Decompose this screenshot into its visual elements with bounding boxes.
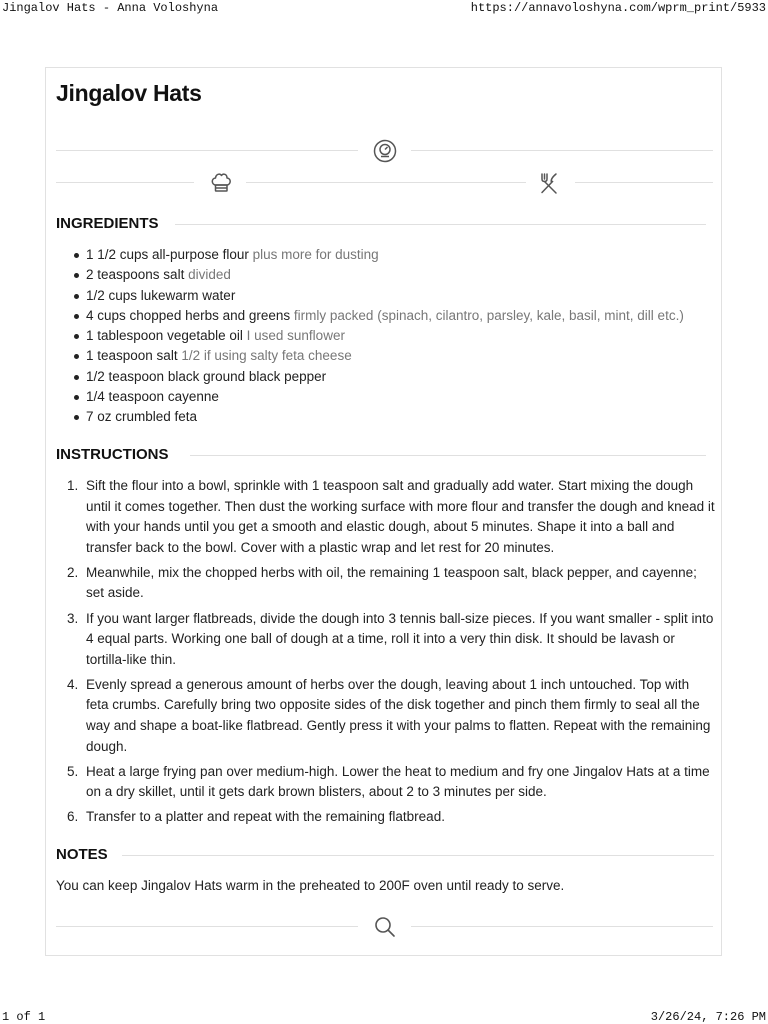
divider-line bbox=[56, 182, 194, 183]
instruction-step: Heat a large frying pan over medium-high. Lower the heat to medium and fry one Jingalov Hats at a time on a dry skillet, until it gets dark brown blisters, about 2 to 3 minutes per side. bbox=[86, 763, 710, 800]
ingredient-item: 1/4 teaspoon cayenne bbox=[74, 387, 714, 407]
instructions-heading: INSTRUCTIONS bbox=[56, 445, 181, 465]
ingredients-list bbox=[74, 245, 714, 428]
instructions-header bbox=[56, 445, 714, 465]
divider-line bbox=[411, 926, 713, 927]
divider-line bbox=[56, 926, 358, 927]
ingredient-item: 1/2 teaspoon black ground black pepper bbox=[74, 367, 714, 387]
meta-divider-course-cuisine bbox=[56, 169, 713, 197]
divider-line bbox=[575, 182, 713, 183]
ingredient-item: 7 oz crumbled feta bbox=[74, 407, 714, 427]
section-rule bbox=[175, 224, 706, 225]
ingredients-header bbox=[56, 214, 714, 234]
ingredient-item: 1 1/2 cups all-purpose flour plus more for dusting bbox=[74, 245, 714, 265]
meta-divider-keywords bbox=[56, 913, 713, 941]
chef-hat-icon bbox=[207, 169, 235, 197]
divider-line bbox=[246, 182, 526, 183]
timer-icon bbox=[371, 137, 399, 165]
instruction-step: Sift the flour into a bowl, sprinkle with 1 teaspoon salt and gradually add water. Start mixing the dough until it comes together. Then dust the working surface with more flour and transfer the dough and knead it with your hands until you get a smooth and elastic dough, about 5 minutes. Shape it into a ball and transfer back to the bowl. Cover with a plastic wrap and let rest for 20 minutes. bbox=[86, 478, 715, 555]
print-page-url[interactable]: https://annavoloshyna.com/wprm_print/5933 bbox=[470, 1, 766, 15]
print-datetime: 3/26/24, 7:26 PM bbox=[650, 1010, 766, 1024]
instruction-step: Evenly spread a generous amount of herbs over the dough, leaving about 1 inch untouched. Top with feta crumbs. Carefully bring two opposite sides of the disk together and pinch them firmly to seal all the way and shape a boat-like flatbread. Gently press it with your palms to flatten. Repeat with the remaining dough. bbox=[86, 676, 711, 754]
print-header bbox=[0, 0, 768, 16]
notes-header bbox=[56, 845, 714, 865]
page-count: 1 of 1 bbox=[2, 1010, 46, 1024]
ingredient-item: 2 teaspoons salt divided bbox=[74, 265, 714, 285]
section-rule bbox=[190, 455, 706, 456]
notes-text: You can keep Jingalov Hats warm in the preheated to 200F oven until ready to serve. bbox=[56, 878, 565, 893]
instructions-list bbox=[67, 476, 715, 833]
utensils-icon bbox=[535, 169, 563, 197]
ingredients-heading: INGREDIENTS bbox=[56, 214, 171, 234]
ingredient-item: 1 tablespoon vegetable oil I used sunflower bbox=[74, 326, 714, 346]
instruction-step: Meanwhile, mix the chopped herbs with oil, the remaining 1 teaspoon salt, black pepper, and cayenne; set aside. bbox=[86, 564, 697, 601]
divider-line bbox=[411, 150, 713, 151]
divider-line bbox=[56, 150, 358, 151]
ingredient-item: 1/2 cups lukewarm water bbox=[74, 286, 714, 306]
meta-divider-time bbox=[56, 137, 713, 165]
search-icon bbox=[371, 913, 399, 941]
notes-heading: NOTES bbox=[56, 845, 120, 865]
recipe-card bbox=[45, 67, 722, 956]
print-footer bbox=[0, 1009, 768, 1024]
instruction-step: Transfer to a platter and repeat with the remaining flatbread. bbox=[86, 809, 445, 825]
ingredient-item: 4 cups chopped herbs and greens firmly packed (spinach, cilantro, parsley, kale, basil, mint, dill etc.) bbox=[74, 306, 714, 326]
section-rule bbox=[122, 855, 714, 856]
ingredient-item: 1 teaspoon salt 1/2 if using salty feta cheese bbox=[74, 346, 714, 366]
instruction-step: If you want larger flatbreads, divide the dough into 3 tennis ball-size pieces. If you want smaller - split into 4 equal parts. Working one ball of dough at a time, roll it into a very thin disk. It should be lavash or tortilla-like thin. bbox=[86, 610, 714, 667]
print-page-title: Jingalov Hats - Anna Voloshyna bbox=[2, 1, 219, 15]
recipe-title: Jingalov Hats bbox=[56, 80, 202, 106]
